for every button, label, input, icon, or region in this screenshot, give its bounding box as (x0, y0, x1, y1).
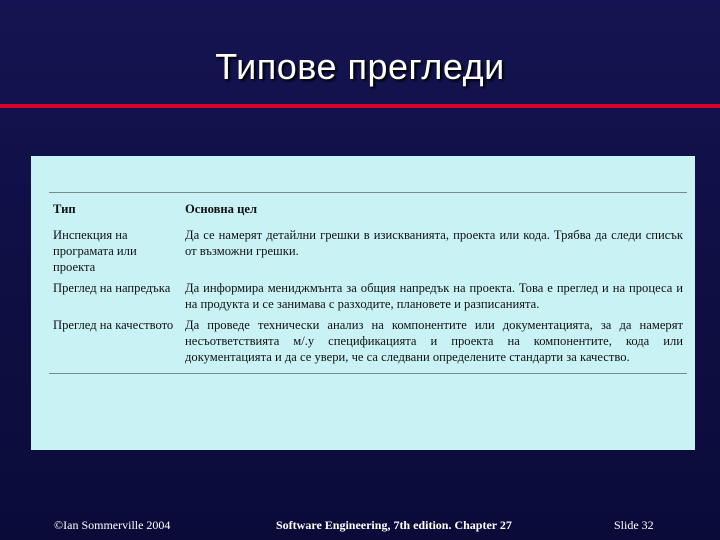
review-types-table (49, 192, 687, 374)
row-type: Преглед на напредъка (53, 281, 171, 295)
row-goal: Да информира мениджмънта за общия напредък на проекта. Това е преглед и на процеса и на продукта и се занимава с разходите, плановете и разписанията. (185, 281, 683, 311)
table-row (53, 317, 683, 365)
row-goal: Да се намерят детайлни грешки в изискванията, проекта или кода. Трябва да следи списък от възможни грешки. (185, 228, 683, 258)
slide-title: Типове прегледи (215, 46, 505, 87)
row-type: Инспекция на програмата или проекта (53, 228, 137, 274)
footer-book-title: Software Engineering, 7th edition. Chapter 27 (276, 518, 512, 532)
title-divider (0, 104, 720, 108)
table-row (53, 280, 683, 312)
footer-slide-number: Slide 32 (614, 518, 654, 532)
row-goal: Да проведе технически анализ на компонентите или документацията, за да намерят несъответствията м/.у спецификацията и проекта на компонентите, кода или документацията и да се увери, че са следвани определените стандарти за качество. (185, 318, 683, 364)
table-row (53, 227, 683, 275)
footer-copyright: ©Ian Sommerville 2004 (54, 518, 171, 532)
header-goal: Основна цел (185, 202, 258, 216)
row-type: Преглед на качеството (53, 318, 174, 332)
review-types-panel (31, 156, 695, 450)
table-header-row (53, 201, 683, 217)
header-type: Тип (53, 202, 76, 216)
